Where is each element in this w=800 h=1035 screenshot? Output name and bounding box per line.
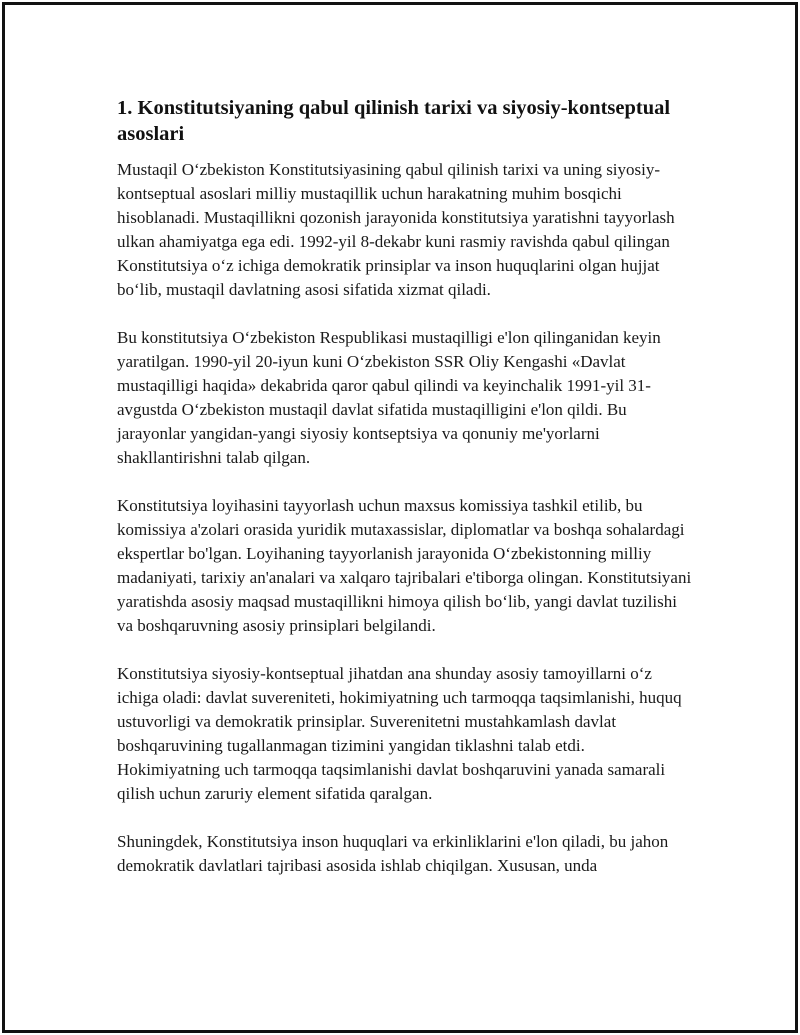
paragraph: Bu konstitutsiya O‘zbekiston Respublikasi mustaqilligi e'lon qilinganidan keyin yaratilgan. 1990-yil 20-iyun kuni O‘zbekiston SSR Oliy Kengashi «Davlat mustaqilligi haqida» dekabrida qaror qabul qilindi va keyinchalik 1991-yil 31-avgustda O‘zbekiston mustaqil davlat sifatida mustaqilligini e'lon qildi. Bu jarayonlar yangidan-yangi siyosiy kontseptsiya va qonuniy me'yorlarni shakllantirishni talab qilgan. [117, 328, 661, 467]
paragraph: Mustaqil O‘zbekiston Konstitutsiyasining qabul qilinish tarixi va uning siyosiy-kontseptual asoslari milliy mustaqillik uchun harakatning muhim bosqichi hisoblanadi. Mustaqillikni qozonish jarayonida konstitutsiya yaratishni tayyorlash ulkan ahamiyatga ega edi. 1992-yil 8-dekabr kuni rasmiy ravishda qabul qilingan Konstitutsiya o‘z ichiga demokratik prinsiplar va inson huquqlarini olgan hujjat bo‘lib, mustaqil davlatning asosi sifatida xizmat qiladi. [117, 160, 675, 299]
paragraph: Konstitutsiya siyosiy-kontseptual jihatdan ana shunday asosiy tamoyillarni o‘z ichiga oladi: davlat suvereniteti, hokimiyatning uch tarmoqqa taqsimlanishi, huquq ustuvorligi va demokratik prinsiplar. Suverenitetni mustahkamlash davlat boshqaruvining tugallanmagan tizimini yangidan tiklashni talab etdi. Hokimiyatning uch tarmoqqa taqsimlanishi davlat boshqaruvini yanada samarali qilish uchun zaruriy element sifatida qaralgan. [117, 664, 682, 803]
paragraph: Shuningdek, Konstitutsiya inson huquqlari va erkinliklarini e'lon qiladi, bu jahon demokratik davlatlari tajribasi asosida ishlab chiqilgan. Xususan, unda [117, 832, 669, 875]
document-body [117, 95, 692, 878]
section-heading: 1. Konstitutsiyaning qabul qilinish tarixi va siyosiy-kontseptual asoslari [117, 97, 671, 145]
paragraph: Konstitutsiya loyihasini tayyorlash uchun maxsus komissiya tashkil etilib, bu komissiya a'zolari orasida yuridik mutaxassislar, diplomatlar va boshqa sohalardagi ekspertlar bo'lgan. Loyihaning tayyorlanish jarayonida O‘zbekistonning milliy madaniyati, tarixiy an'analari va xalqaro tajribalari e'tiborga olingan. Konstitutsiyani yaratishda asosiy maqsad mustaqillikni himoya qilish bo‘lib, yangi davlat tuzilishi va boshqaruvning asosiy prinsiplari belgilandi. [117, 496, 692, 635]
